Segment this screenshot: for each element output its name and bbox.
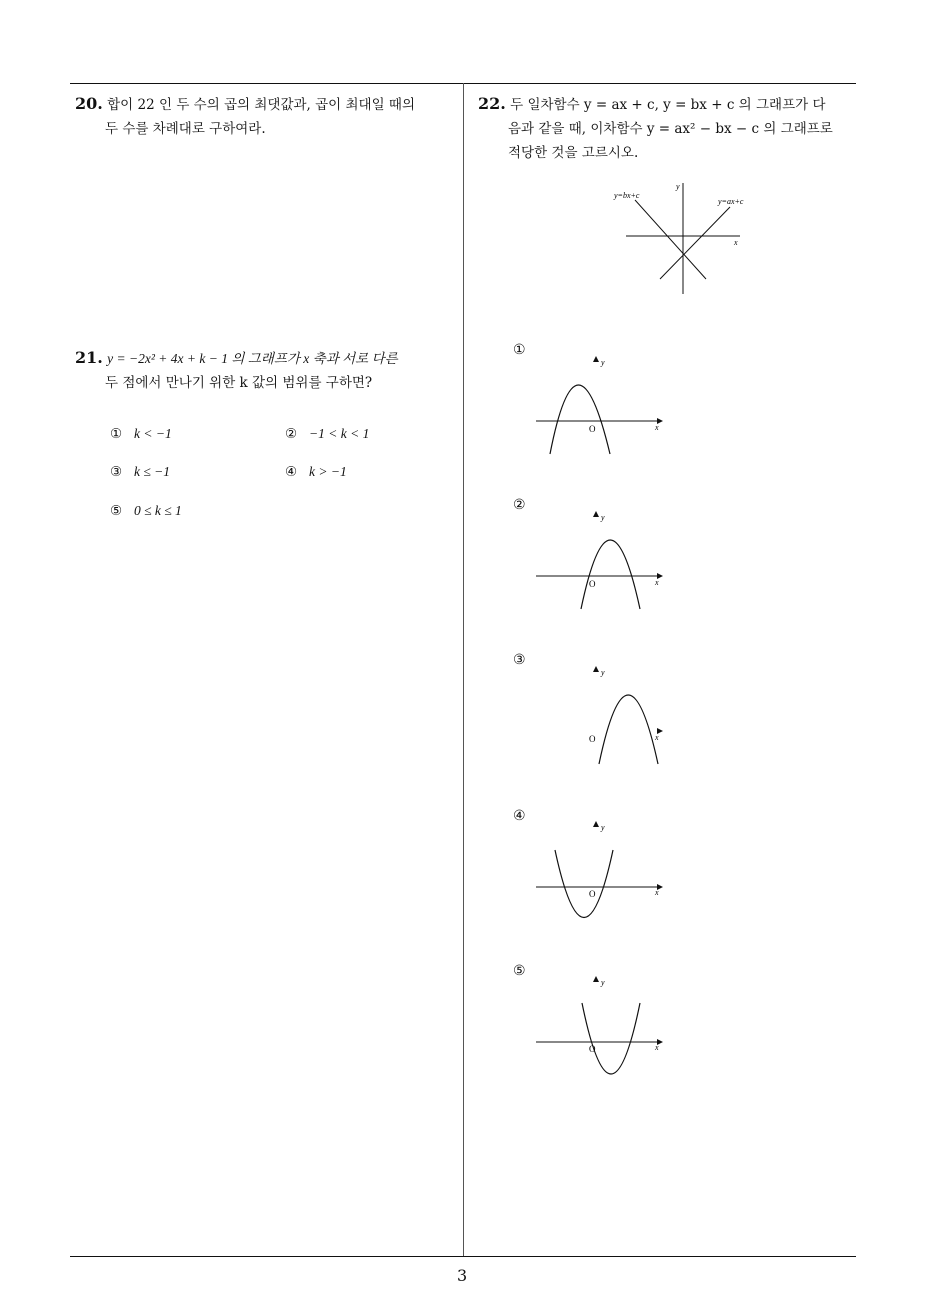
column-divider	[463, 83, 464, 1257]
option-mark-4[interactable]: ④	[513, 808, 526, 824]
question-21	[75, 346, 460, 395]
option-graph-4[interactable]	[530, 815, 670, 925]
question-20	[75, 92, 460, 141]
question-22	[478, 92, 863, 165]
question-text-line: 두 일차함수 y = ax + c, y = bx + c 의 그래프가 다	[510, 97, 826, 113]
origin-label: O	[589, 889, 596, 899]
parabola-curve	[599, 695, 658, 764]
axis-x-label: x	[655, 733, 659, 742]
choice-text: k > −1	[309, 464, 347, 479]
origin-label: O	[589, 579, 596, 589]
choice-text: 0 ≤ k ≤ 1	[134, 503, 182, 518]
option-graph-1[interactable]	[530, 350, 670, 460]
choice-text: k ≤ −1	[134, 464, 171, 479]
option-mark-5[interactable]: ⑤	[513, 963, 526, 979]
choice-text: −1 < k < 1	[309, 426, 370, 441]
question-text-line: 두 점에서 만나기 위한 k 값의 범위를 구하면?	[105, 375, 373, 391]
choice-mark: ①	[110, 426, 123, 442]
axis-x-label: x	[655, 888, 659, 897]
origin-label: O	[589, 424, 596, 434]
y-axis-arrow	[593, 821, 599, 827]
question-text-line: 두 수를 차례대로 구하여라.	[105, 121, 266, 137]
axis-x-label: x	[655, 578, 659, 587]
option-mark-2[interactable]: ②	[513, 497, 526, 513]
question-number: 20.	[75, 94, 103, 113]
choice-mark: ②	[285, 426, 298, 442]
parabola-curve	[582, 1003, 640, 1074]
choice-text: k < −1	[134, 426, 172, 441]
question-number: 22.	[478, 94, 506, 113]
question-text-line: 음과 같을 때, 이차함수 y = ax² − bx − c 의 그래프로	[508, 121, 833, 137]
axis-y-label: y	[601, 358, 605, 367]
choice-5[interactable]	[110, 503, 182, 519]
option-mark-1[interactable]: ①	[513, 342, 526, 358]
y-axis-arrow	[593, 356, 599, 362]
bottom-rule	[70, 1256, 856, 1257]
option-graph-5[interactable]	[530, 970, 670, 1080]
page-number: 3	[457, 1266, 468, 1285]
question-text-line: 합이 22 인 두 수의 곱의 최댓값과, 곱이 최대일 때의	[107, 97, 416, 113]
question-text-line: y = −2x² + 4x + k − 1 의 그래프가 x 축과 서로 다른	[107, 351, 398, 366]
option-mark-3[interactable]: ③	[513, 652, 526, 668]
choice-1[interactable]	[110, 426, 172, 442]
choice-mark: ⑤	[110, 503, 123, 519]
parabola-curve	[555, 850, 613, 918]
axis-x-label: x	[655, 423, 659, 432]
choice-2[interactable]	[285, 426, 369, 442]
choice-3[interactable]	[110, 464, 170, 480]
line-bx-c	[635, 200, 706, 279]
y-axis-arrow	[593, 976, 599, 982]
origin-label: O	[589, 1044, 596, 1054]
axis-y-label: y	[601, 823, 605, 832]
line-ax-c	[660, 207, 730, 279]
origin-label: O	[589, 734, 596, 744]
label-bx: y=bx+c	[614, 191, 640, 200]
axis-x-label: x	[655, 1043, 659, 1052]
axis-y-label: y	[676, 182, 680, 191]
y-axis-arrow	[593, 511, 599, 517]
choice-mark: ③	[110, 464, 123, 480]
option-graph-3[interactable]	[530, 660, 670, 770]
option-graph-2[interactable]	[530, 505, 670, 615]
axis-y-label: y	[601, 513, 605, 522]
y-axis-arrow	[593, 666, 599, 672]
question-text-line: 적당한 것을 고르시오.	[508, 145, 639, 161]
axis-y-label: y	[601, 668, 605, 677]
lines-figure	[600, 175, 770, 300]
axis-y-label: y	[601, 978, 605, 987]
choice-4[interactable]	[285, 464, 347, 480]
question-number: 21.	[75, 348, 103, 367]
choice-mark: ④	[285, 464, 298, 480]
parabola-curve	[550, 385, 610, 454]
label-ax: y=ax+c	[718, 197, 744, 206]
parabola-curve	[581, 540, 640, 609]
axis-x-label: x	[734, 238, 738, 247]
